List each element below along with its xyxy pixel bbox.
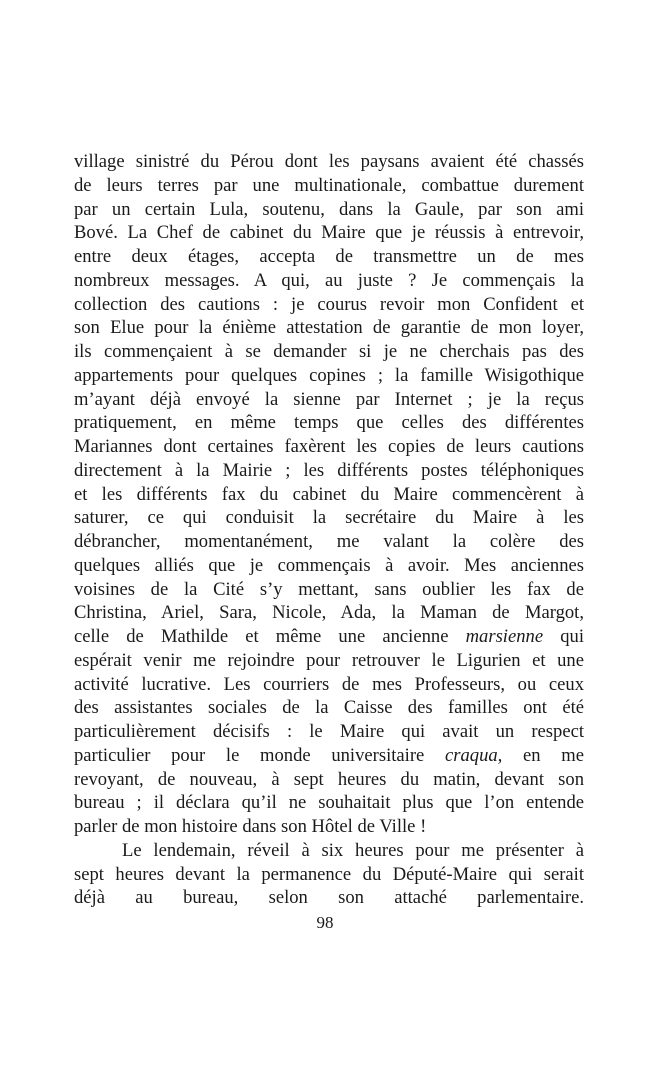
text-segment: celle de Mathilde et même une ancienne (74, 626, 466, 647)
text-line: Bové. La Chef de cabinet du Maire que je réussis à entrevoir, (74, 222, 584, 244)
body-text (74, 150, 584, 910)
text-line: appartements pour quelques copines ; la famille Wisigothique (74, 364, 584, 386)
text-line: des assistantes sociales de la Caisse des familles ont été (74, 697, 584, 719)
text-line: débrancher, momentanément, me valant la colère des (74, 531, 584, 552)
text-line: activité lucrative. Les courriers de mes Professeurs, ou ceux (74, 673, 584, 695)
text-line: pratiquement, en même temps que celles des différentes (74, 412, 584, 434)
text-line: bureau ; il déclara qu’il ne souhaitait plus que l’on entende (74, 792, 584, 814)
text-line: par un certain Lula, soutenu, dans la Gaule, par son ami (74, 198, 584, 220)
text-line: saturer, ce qui conduisit la secrétaire du Maire à les (74, 507, 584, 529)
text-line: village sinistré du Pérou dont les paysans avaient été chassés (74, 151, 584, 172)
text-line: revoyant, de nouveau, à sept heures du matin, devant son (74, 768, 584, 790)
text-line: son Elue pour la énième attestation de garantie de mon loyer, (74, 317, 584, 339)
italic-word: craqua, (444, 744, 503, 766)
italic-word: marsienne (465, 626, 544, 647)
text-segment: en me (502, 744, 584, 766)
text-line: ils commençaient à se demander si je ne cherchais pas des (74, 341, 584, 362)
text-line: voisines de la Cité s’y mettant, sans oublier les fax de (74, 578, 584, 600)
text-line: et les différents fax du cabinet du Maire commencèrent à (74, 483, 584, 505)
text-line: collection des cautions : je courus revoir mon Confident et (74, 293, 584, 315)
text-line: particulièrement décisifs : le Maire qui avait un respect (74, 721, 584, 742)
text-line (74, 744, 584, 768)
text-line: parler de mon histoire dans son Hôtel de Ville ! (74, 816, 427, 837)
text-line: sept heures devant la permanence du Député-Maire qui serait (74, 863, 584, 885)
text-line: espérait venir me rejoindre pour retrouver le Ligurien et une (74, 649, 584, 671)
text-segment: particulier pour le monde universitaire (74, 744, 445, 766)
text-line: directement à la Mairie ; les différents postes téléphoniques (74, 459, 584, 481)
text-line: quelques alliés que je commençais à avoir. Mes anciennes (74, 554, 584, 576)
text-line: nombreux messages. A qui, au juste ? Je commençais la (74, 269, 584, 291)
text-line: Christina, Ariel, Sara, Nicole, Ada, la Maman de Margot, (74, 602, 584, 624)
text-line: entre deux étages, accepta de transmettre un de mes (74, 246, 584, 267)
text-segment: qui (543, 626, 584, 647)
text-line: m’ayant déjà envoyé la sienne par Internet ; je la reçus (74, 388, 584, 410)
page-number: 98 (316, 913, 334, 932)
text-line (74, 625, 584, 649)
text-line: Le lendemain, réveil à six heures pour me présenter à (122, 839, 584, 861)
text-line: de leurs terres par une multinationale, combattue durement (74, 174, 584, 196)
text-line: Mariannes dont certaines faxèrent les copies de leurs cautions (74, 436, 584, 457)
text-line: déjà au bureau, selon son attaché parlementaire. (74, 887, 584, 909)
